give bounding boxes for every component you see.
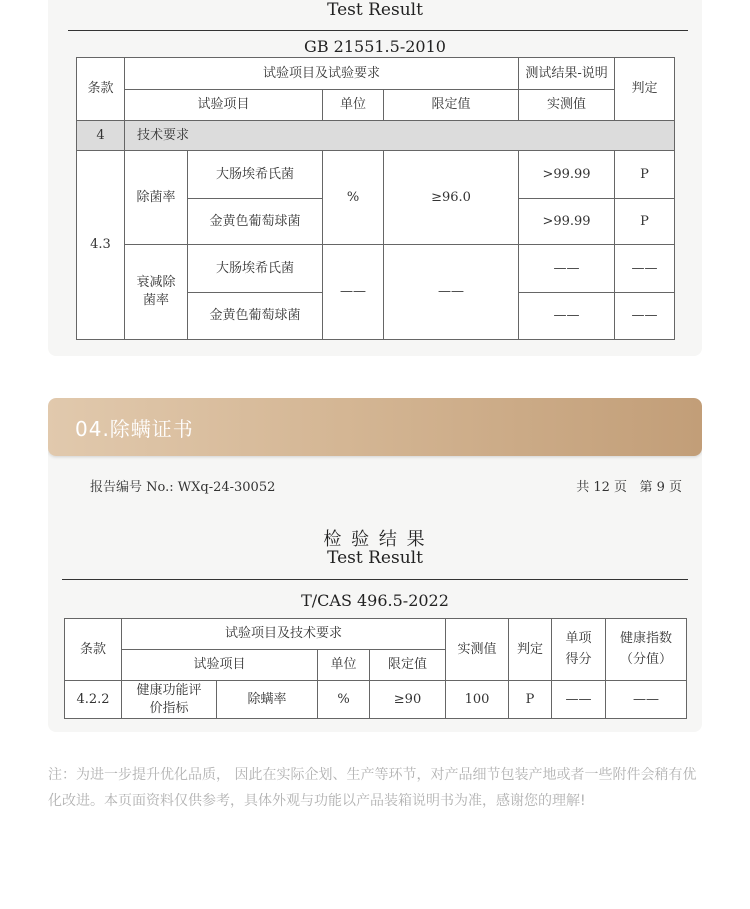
limit-cell: —— [384, 245, 519, 340]
header-score: 单项得分 [552, 619, 606, 681]
section-banner [48, 398, 702, 456]
test-item-cell: 大肠埃希氏菌 [188, 151, 323, 199]
verdict-cell: —— [615, 293, 675, 340]
header-unit: 单位 [323, 90, 384, 121]
test-result-title: Test Result [327, 548, 423, 568]
header-health-index: 健康指数（分值） [606, 619, 687, 681]
header-verdict: 判定 [509, 619, 552, 681]
table-header-row [65, 619, 687, 650]
page-info: 共 12 页 第 9 页 [576, 480, 682, 495]
test-result-title: Test Result [327, 0, 423, 20]
result-title-cn: 检 验 结 果 [323, 529, 427, 550]
section-title: 04.除螨证书 [75, 417, 194, 441]
report-number: 报告编号 No.: WXq-24-30052 [90, 480, 276, 495]
header-items-requirements: 试验项目及技术要求 [122, 619, 446, 650]
unit-cell: % [318, 681, 370, 719]
antibacterial-result-table [76, 57, 675, 340]
measured-cell: 100 [446, 681, 509, 719]
certificate-card-antibacterial [48, 0, 702, 356]
standard-number: GB 21551.5-2010 [304, 37, 446, 56]
test-item-cell: 金黄色葡萄球菌 [188, 293, 323, 340]
tech-requirements-row [77, 121, 675, 151]
verdict-cell: P [615, 199, 675, 245]
score-cell: —— [552, 681, 606, 719]
verdict-cell: P [509, 681, 552, 719]
unit-cell: —— [323, 245, 384, 340]
clause-cell: 4.3 [77, 151, 125, 340]
header-limit: 限定值 [370, 650, 446, 681]
measured-cell: >99.99 [519, 199, 615, 245]
header-measured: 实测值 [519, 90, 615, 121]
clause-cell: 4 [77, 121, 125, 151]
test-item-cell: 金黄色葡萄球菌 [188, 199, 323, 245]
mite-removal-result-table [64, 618, 687, 719]
category-cell: 健康功能评价指标 [122, 681, 217, 719]
health-index-cell: —— [606, 681, 687, 719]
limit-cell: ≥96.0 [384, 151, 519, 245]
measured-cell: >99.99 [519, 151, 615, 199]
header-unit: 单位 [318, 650, 370, 681]
verdict-cell: —— [615, 245, 675, 293]
tech-requirements-label: 技术要求 [125, 121, 675, 151]
header-test-item: 试验项目 [125, 90, 323, 121]
measured-cell: —— [519, 293, 615, 340]
header-rule [68, 30, 688, 31]
limit-cell: ≥90 [370, 681, 446, 719]
clause-cell: 4.2.2 [65, 681, 122, 719]
table-subheader-row [77, 90, 675, 121]
table-row [77, 245, 675, 293]
header-clause: 条款 [77, 58, 125, 121]
header-verdict: 判定 [615, 58, 675, 121]
group-name-cell: 除菌率 [125, 151, 188, 245]
header-limit: 限定值 [384, 90, 519, 121]
header-clause: 条款 [65, 619, 122, 681]
table-row [65, 681, 687, 719]
header-result-description: 测试结果-说明 [519, 58, 615, 90]
disclaimer-note: 注：为进一步提升优化品质， 因此在实际企划、生产等环节，对产品细节包装产地或者一些附件会稍有优化改进。本页面资料仅供参考，具体外观与功能以产品装箱说明书为准，感谢您的理解! [48, 767, 697, 809]
header-measured: 实测值 [446, 619, 509, 681]
standard-number: T/CAS 496.5-2022 [301, 591, 449, 610]
unit-cell: % [323, 151, 384, 245]
test-item-cell: 大肠埃希氏菌 [188, 245, 323, 293]
header-rule [62, 579, 688, 580]
header-test-item: 试验项目 [122, 650, 318, 681]
test-item-cell: 除螨率 [217, 681, 318, 719]
verdict-cell: P [615, 151, 675, 199]
table-row [77, 151, 675, 199]
group-name-cell: 衰减除菌率 [125, 245, 188, 340]
certificate-card-mite-removal [48, 398, 702, 732]
table-header-row [77, 58, 675, 90]
header-items-requirements: 试验项目及试验要求 [125, 58, 519, 90]
measured-cell: —— [519, 245, 615, 293]
